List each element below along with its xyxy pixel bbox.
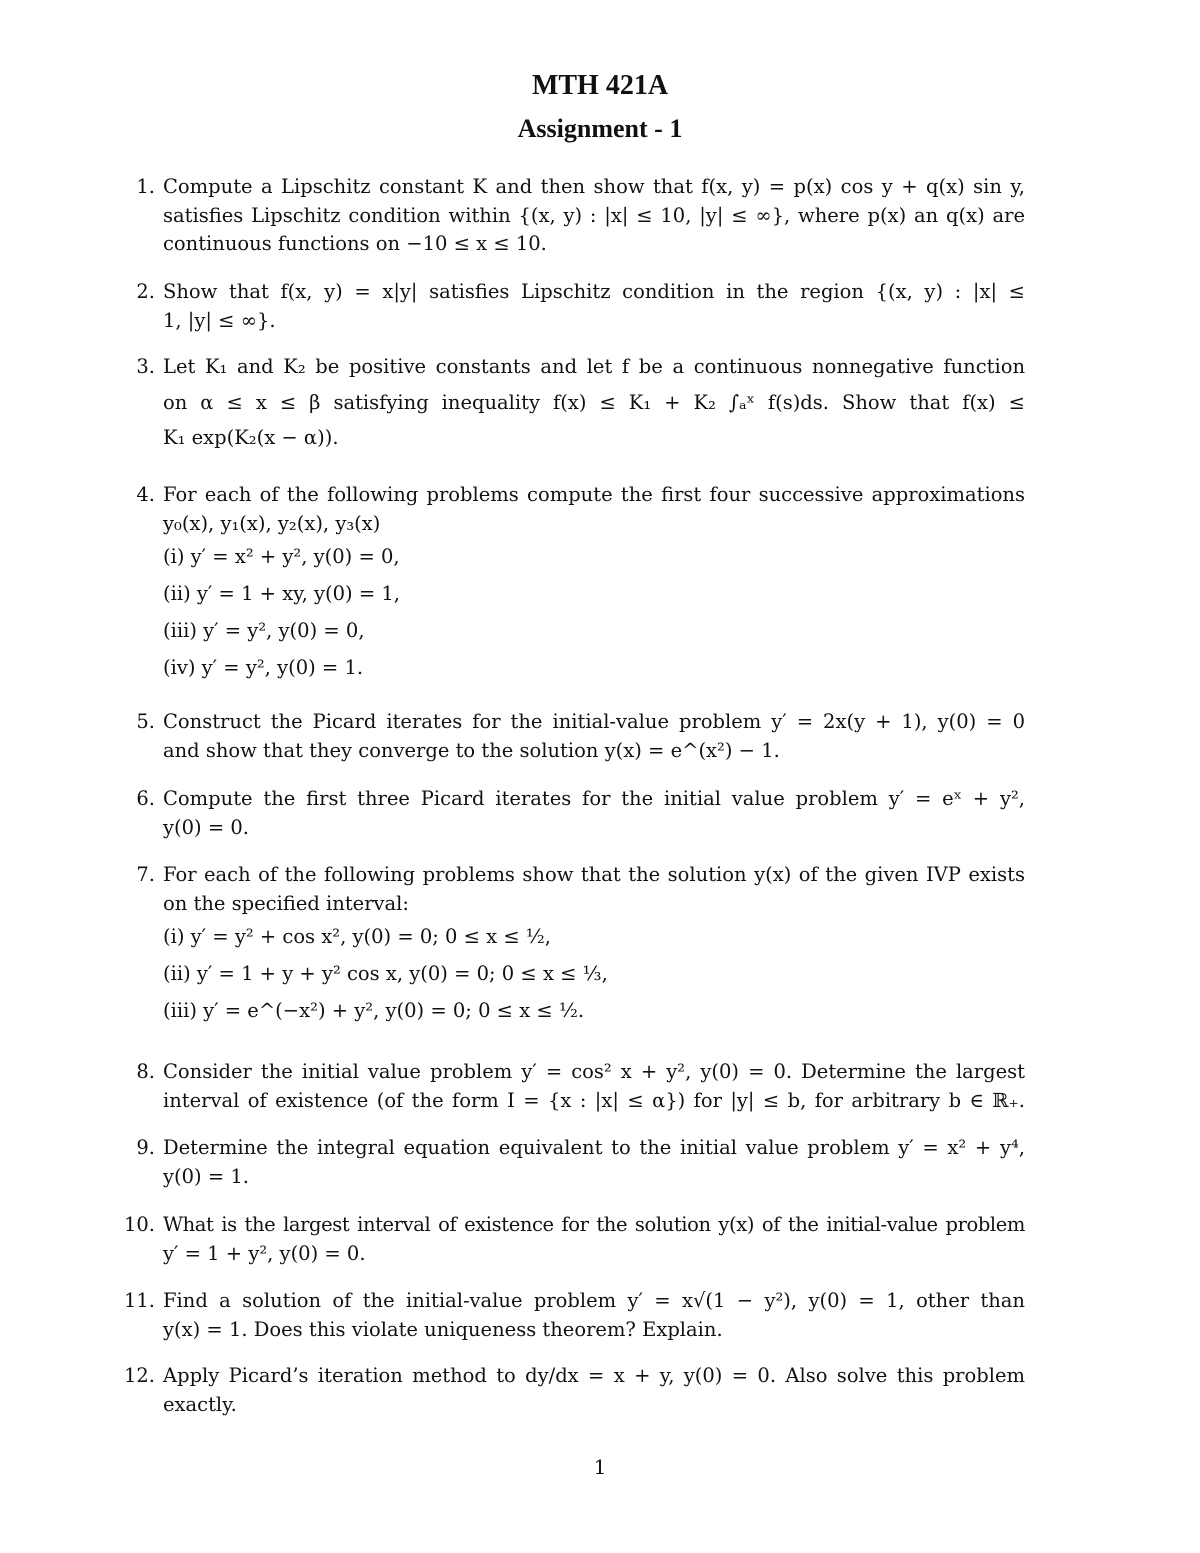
problem-text-line: For each of the following problems compute the first four successive approximations (163, 483, 1025, 506)
problem-8 (136, 1058, 1025, 1115)
problem-text-line: interval of existence (of the form I = {x : |x| ≤ α}) for |y| ≤ b, for arbitrary b ∈ ℝ₊. (163, 1088, 1025, 1112)
problem-number: 3. (136, 355, 155, 378)
problem-text-line: What is the largest interval of existence for the solution y(x) of the initial-value problem (163, 1213, 1025, 1236)
problem-number: 9. (136, 1136, 155, 1159)
problem-number: 4. (136, 483, 155, 506)
problem-text-line: satisfies Lipschitz condition within {(x, y) : |x| ≤ 10, |y| ≤ ∞}, where p(x) an q(x) are (163, 203, 1025, 227)
problem-6 (136, 785, 1025, 842)
problem-text-line: y(0) = 1. (163, 1164, 249, 1188)
problem-1 (136, 173, 1025, 259)
problem-4 (136, 481, 1025, 686)
problem-text-line: Construct the Picard iterates for the initial-value problem y′ = 2x(y + 1), y(0) = 0 (163, 710, 1025, 733)
problem-part: (iii) y′ = e^(−x²) + y², y(0) = 0; 0 ≤ x ≤ ½. (163, 999, 585, 1022)
problem-text-line: continuous functions on −10 ≤ x ≤ 10. (163, 232, 547, 255)
problem-text-line: Determine the integral equation equivalent to the initial value problem y′ = x² + y⁴, (163, 1136, 1025, 1159)
problem-part: (i) y′ = y² + cos x², y(0) = 0; 0 ≤ x ≤ ½, (163, 925, 552, 948)
problem-text-line: y₀(x), y₁(x), y₂(x), y₃(x) (163, 511, 381, 535)
problem-11 (123, 1287, 1025, 1344)
problem-7 (136, 861, 1025, 1029)
problem-5 (136, 708, 1025, 765)
problem-number: 2. (136, 280, 155, 303)
problem-text-line: Show that f(x, y) = x|y| satisfies Lipschitz condition in the region {(x, y) : |x| ≤ (163, 280, 1025, 303)
problem-text-line: Apply Picard’s iteration method to dy/dx = x + y, y(0) = 0. Also solve this problem (163, 1364, 1025, 1387)
problem-text-line: y′ = 1 + y², y(0) = 0. (163, 1241, 366, 1265)
problem-9 (136, 1134, 1025, 1191)
problem-number: 8. (136, 1060, 155, 1083)
problem-text-line: Compute a Lipschitz constant K and then show that f(x, y) = p(x) cos y + q(x) sin y, (163, 175, 1025, 198)
problem-number: 6. (136, 787, 155, 810)
problem-number: 12. (123, 1364, 155, 1387)
problem-part: (iii) y′ = y², y(0) = 0, (163, 619, 365, 642)
problem-text-line: y(0) = 0. (163, 815, 249, 839)
problem-text-line: on the specified interval: (163, 891, 409, 915)
problem-part: (iv) y′ = y², y(0) = 1. (163, 656, 364, 679)
problem-text-line: Let K₁ and K₂ be positive constants and let f be a continuous nonnegative function (163, 355, 1025, 378)
problem-number: 1. (136, 175, 155, 198)
assignment-title: Assignment - 1 (517, 114, 683, 143)
problem-text-line: y(x) = 1. Does this violate uniqueness theorem? Explain. (163, 1317, 723, 1341)
problem-text-line: on α ≤ x ≤ β satisfying inequality f(x) ≤ K₁ + K₂ ∫ₐˣ f(s)ds. Show that f(x) ≤ (163, 390, 1025, 414)
problem-number: 10. (123, 1213, 155, 1236)
problem-part: (ii) y′ = 1 + y + y² cos x, y(0) = 0; 0 ≤ x ≤ ⅓, (163, 962, 608, 985)
problem-text-line: 1, |y| ≤ ∞}. (163, 308, 276, 332)
problem-text-line: Consider the initial value problem y′ = cos² x + y², y(0) = 0. Determine the largest (163, 1060, 1025, 1083)
problem-text-line: K₁ exp(K₂(x − α)). (163, 425, 339, 449)
problem-number: 7. (136, 863, 155, 886)
problem-2 (136, 278, 1025, 335)
page-title: MTH 421A (531, 70, 669, 101)
problem-10 (123, 1211, 1025, 1268)
problem-3 (136, 353, 1025, 452)
problem-part: (i) y′ = x² + y², y(0) = 0, (163, 545, 400, 568)
page-number: 1 (593, 1455, 607, 1479)
problem-text-line: Find a solution of the initial-value problem y′ = x√(1 − y²), y(0) = 1, other than (163, 1289, 1025, 1312)
problem-number: 11. (123, 1289, 155, 1312)
problem-number: 5. (136, 710, 155, 733)
problem-12 (123, 1362, 1025, 1419)
problem-text-line: exactly. (163, 1392, 237, 1416)
problem-text-line: and show that they converge to the solution y(x) = e^(x²) − 1. (163, 738, 780, 762)
problem-part: (ii) y′ = 1 + xy, y(0) = 1, (163, 582, 401, 605)
problem-text-line: For each of the following problems show that the solution y(x) of the given IVP exists (163, 863, 1025, 886)
problem-text-line: Compute the first three Picard iterates for the initial value problem y′ = eˣ + y², (163, 787, 1025, 810)
